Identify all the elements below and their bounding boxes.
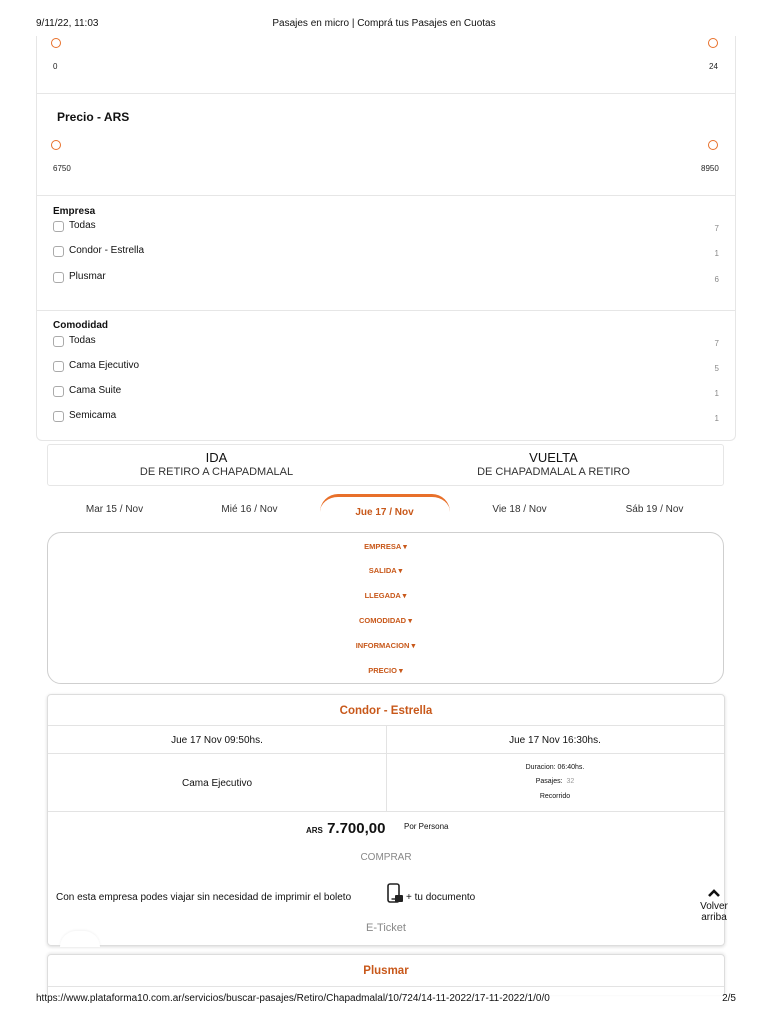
checkbox[interactable] (53, 361, 64, 372)
sort-label: SALIDA (368, 566, 397, 575)
option-label: Semicama (69, 410, 117, 421)
date-tab[interactable]: Mar 15 / Nov (85, 504, 144, 515)
back-to-top-line2: arriba (701, 912, 727, 923)
trip-duration: Duracion: 06:40hs. (525, 764, 585, 771)
price-max-label: 8950 (701, 164, 719, 173)
filter-option-empresa-todas[interactable] (53, 220, 719, 236)
option-count: 6 (714, 275, 719, 284)
caret-down-icon: ▾ (403, 542, 407, 551)
empresa-filter-title: Empresa (53, 206, 96, 217)
price-max-slider-handle[interactable] (708, 140, 718, 150)
price-min-slider-handle[interactable] (51, 140, 61, 150)
filters-panel (36, 36, 736, 441)
checkbox[interactable] (53, 336, 64, 347)
filter-option-comodidad-todas[interactable] (53, 335, 719, 351)
caret-down-icon: ▾ (408, 616, 412, 625)
caret-down-icon: ▾ (402, 591, 407, 600)
eticket-label: E-Ticket (366, 922, 406, 934)
checkbox[interactable] (53, 411, 64, 422)
option-label: Cama Ejecutivo (69, 360, 140, 371)
route-ida-subtitle: DE RETIRO A CHAPADMALAL (139, 466, 294, 478)
caret-down-icon: ▾ (411, 641, 416, 650)
hour-max-label: 24 (709, 62, 718, 71)
eticket-note: Con esta empresa podes viajar sin necesidad de imprimir el boleto (56, 892, 352, 903)
option-label: Todas (69, 335, 96, 346)
checkbox[interactable] (53, 272, 64, 283)
route-link[interactable]: Recorrido (539, 793, 571, 800)
divider (37, 310, 735, 311)
trip-departure: Jue 17 Nov 09:50hs. (171, 735, 263, 746)
checkbox[interactable] (53, 386, 64, 397)
hour-max-slider-handle[interactable] (708, 38, 718, 48)
option-count: 1 (714, 389, 719, 398)
caret-down-icon: ▾ (398, 566, 403, 575)
sort-options (47, 532, 724, 684)
chevron-up-icon (707, 888, 721, 898)
caret-down-icon: ▾ (399, 666, 403, 675)
route-header (47, 444, 724, 486)
trip-card (47, 954, 725, 995)
seats-label: Pasajes: (535, 778, 563, 785)
trip-seats (386, 778, 724, 785)
print-page-number: 2/5 (722, 993, 736, 1004)
divider (37, 93, 735, 94)
sort-label: LLEGADA (364, 591, 401, 600)
hour-min-label: 0 (53, 62, 58, 71)
filter-option-empresa-plusmar[interactable] (53, 271, 719, 287)
trip-company: Condor - Estrella (339, 705, 433, 717)
sort-empresa[interactable] (48, 542, 723, 551)
checkbox[interactable] (53, 246, 64, 257)
route-vuelta[interactable] (385, 450, 722, 478)
filter-option-empresa-condor[interactable] (53, 245, 719, 261)
option-count: 7 (714, 339, 719, 348)
option-label: Todas (69, 220, 96, 231)
sort-informacion[interactable] (48, 641, 723, 650)
back-to-top-button[interactable] (694, 888, 734, 923)
divider (48, 986, 724, 987)
filter-option-comodidad-semicama[interactable] (53, 410, 719, 426)
trip-company: Plusmar (363, 965, 409, 977)
buy-button[interactable]: COMPRAR (360, 852, 412, 863)
option-count: 5 (714, 364, 719, 373)
option-label: Cama Suite (69, 385, 122, 396)
price-min-label: 6750 (53, 164, 71, 173)
divider (48, 753, 724, 754)
sort-comodidad[interactable] (48, 616, 723, 625)
sort-llegada[interactable] (48, 591, 723, 600)
route-vuelta-subtitle: DE CHAPADMALAL A RETIRO (477, 466, 630, 478)
price-filter-title: Precio - ARS (57, 110, 130, 124)
seats-count: 32 (566, 778, 575, 785)
filter-option-comodidad-cama-suite[interactable] (53, 385, 719, 401)
divider (37, 195, 735, 196)
date-selector (47, 494, 722, 524)
sort-label: PRECIO (368, 666, 397, 675)
print-title: Pasajes en micro | Comprá tus Pasajes en Cuotas (272, 18, 496, 29)
price-amount: 7.700,00 (327, 820, 386, 837)
option-count: 7 (714, 224, 719, 233)
checkbox[interactable] (53, 221, 64, 232)
option-count: 1 (714, 249, 719, 258)
divider (48, 811, 724, 812)
hour-min-slider-handle[interactable] (51, 38, 61, 48)
trip-price (306, 820, 385, 837)
phone-ticket-icon (386, 883, 404, 905)
date-tab-active[interactable]: Jue 17 / Nov (355, 507, 414, 518)
sort-precio[interactable] (48, 666, 723, 675)
trip-card (47, 694, 725, 946)
document-note: + tu documento (406, 892, 476, 903)
sort-label: INFORMACION (355, 641, 410, 650)
filter-option-comodidad-cama-ejecutivo[interactable] (53, 360, 719, 376)
print-url: https://www.plataforma10.com.ar/servicios/buscar-pasajes/Retiro/Chapadmalal/10/724/14-11-2022/17-11-2022/1/0/0 (36, 993, 550, 1004)
sort-label: COMODIDAD (359, 616, 407, 625)
back-to-top-line1: Volver (700, 901, 728, 912)
per-person-label: Por Persona (404, 822, 449, 831)
option-count: 1 (714, 414, 719, 423)
date-tab[interactable]: Sáb 19 / Nov (625, 504, 684, 515)
sort-salida[interactable] (48, 566, 723, 575)
comodidad-filter-title: Comodidad (53, 320, 108, 331)
trip-class: Cama Ejecutivo (181, 778, 253, 789)
date-tab[interactable]: Vie 18 / Nov (492, 504, 547, 515)
route-ida[interactable] (48, 450, 385, 478)
option-label: Condor - Estrella (69, 245, 145, 256)
route-ida-title: IDA (205, 450, 228, 465)
route-vuelta-title: VUELTA (529, 450, 578, 465)
sort-label: EMPRESA (364, 542, 401, 551)
trip-arrival: Jue 17 Nov 16:30hs. (509, 735, 601, 746)
date-tab[interactable]: Mié 16 / Nov (221, 504, 278, 515)
print-datetime: 9/11/22, 11:03 (36, 18, 99, 29)
option-label: Plusmar (69, 271, 106, 282)
price-currency: ARS (306, 826, 323, 835)
